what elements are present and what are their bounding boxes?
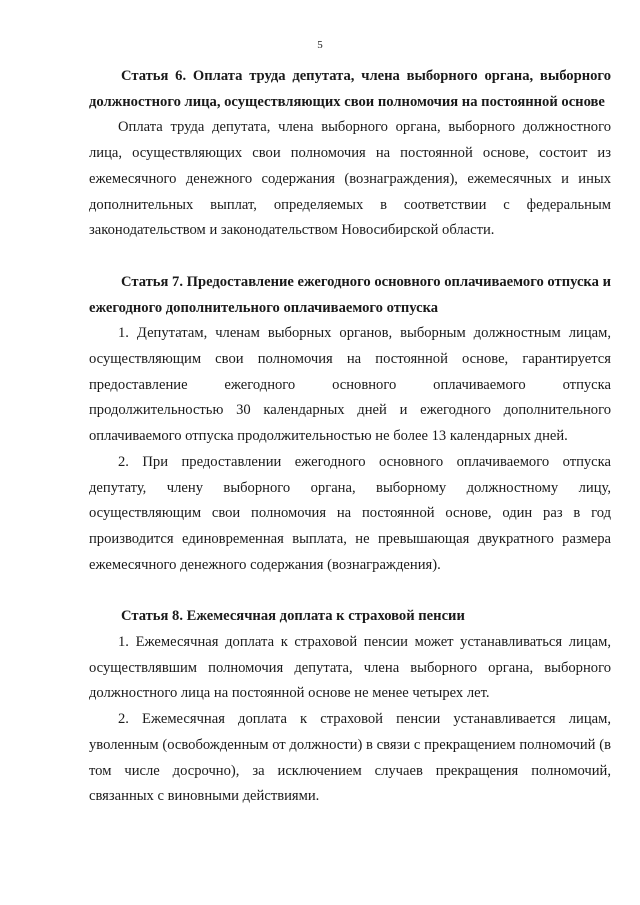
- article-8-heading: Статья 8. Ежемесячная доплата к страховой пенсии: [121, 608, 465, 625]
- page-number: 5: [317, 39, 323, 51]
- article-7-heading: Статья 7. Предоставление ежегодного основного оплачиваемого отпуска и ежегодного дополнительного оплачиваемого отпуска: [89, 273, 611, 316]
- article-7: [89, 270, 611, 578]
- article-6-heading: Статья 6. Оплата труда депутата, члена выборного органа, выборного должностного лица, осуществляющих свои полномочия на постоянной основе: [89, 68, 611, 110]
- article-7-paragraph-1: 1. Депутатам, членам выборных органов, выборным должностным лицам, осуществляющим свои полномочия на постоянной основе, гарантируется предоставление ежегодного основного оплачиваемого отпуска продолжительностью 30 календарных дней и ежегодного дополнительного оплачиваемого отпуска продолжительностью не более 13 календарных дней.: [89, 325, 611, 445]
- article-6: [89, 64, 611, 244]
- article-8-paragraph-1: 1. Ежемесячная доплата к страховой пенсии может устанавливаться лицам, осуществлявшим полномочия депутата, члена выборного органа, выборного должностного лица на постоянной основе не менее четырех лет.: [89, 634, 611, 702]
- article-8: [89, 604, 611, 810]
- article-6-paragraph: Оплата труда депутата, члена выборного органа, выборного должностного лица, осуществляющих свои полномочия на постоянной основе, состоит из ежемесячного денежного содержания (вознаграждения), ежемесячных и иных дополнительных выплат, определяемых в соответствии с федеральным законодательством и законодательством Новосибирской области.: [89, 119, 611, 239]
- article-7-paragraph-2: 2. При предоставлении ежегодного основного оплачиваемого отпуска депутату, члену выборного органа, выборному должностному лицу, осуществляющим свои полномочия на постоянной основе, один раз в год производится единовременная выплата, не превышающая двукратного размера ежемесячного денежного содержания (вознаграждения).: [89, 453, 611, 573]
- document-body: [89, 64, 611, 810]
- article-8-paragraph-2: 2. Ежемесячная доплата к страховой пенсии устанавливается лицам, уволенным (освобожденным от должности) в связи с прекращением полномочий (в том числе досрочно), за исключением случаев прекращения полномочий, связанных с виновными действиями.: [89, 711, 611, 805]
